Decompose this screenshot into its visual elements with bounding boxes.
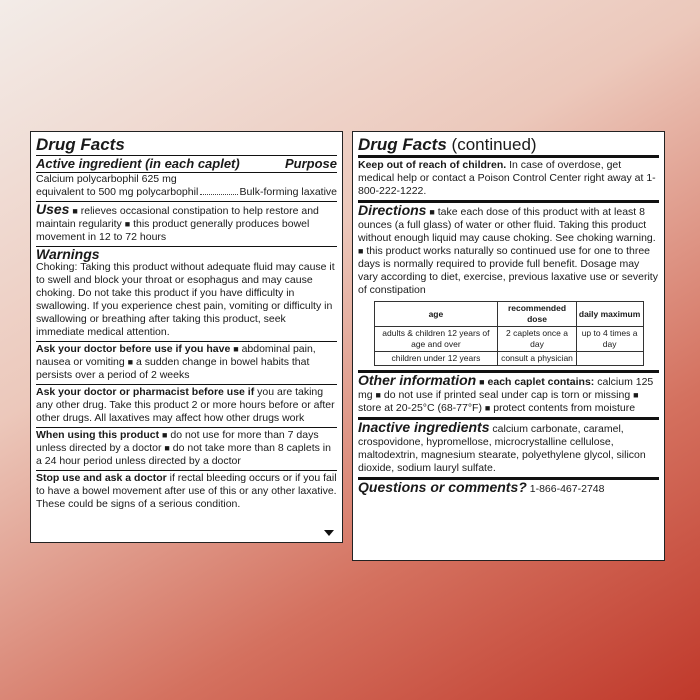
stop-use-text: if rectal bleeding occurs or if you fail to have a bowel movement after use of this or any other laxative. These could be signs of a serious condition.	[36, 472, 337, 510]
panel-title: Drug Facts	[36, 134, 337, 156]
inactive-heading: Inactive ingredients	[358, 419, 490, 435]
directions-section	[358, 203, 659, 373]
bullet-icon: ■	[124, 219, 131, 229]
bullet-icon: ■	[358, 246, 364, 256]
purpose-value: Bulk-forming laxative	[239, 186, 337, 198]
uses-text: relieves occasional constipation to help restore and maintain regularity	[36, 205, 319, 230]
table-cell: children under 12 years	[374, 352, 498, 366]
warnings-heading: Warnings	[36, 246, 100, 262]
continued-arrow-icon	[324, 530, 334, 536]
dot-leader	[200, 194, 237, 195]
ingredient-purpose-row	[36, 186, 337, 199]
table-cell	[576, 352, 643, 366]
other-info-text-3: store at 20-25°C (68-77°F)	[358, 402, 482, 414]
inactive-ingredients-section	[358, 420, 659, 480]
bullet-icon: ■	[484, 403, 491, 413]
ask-doctor-label: Ask your doctor before use if you have	[36, 343, 231, 355]
keep-out-text: In case of overdose, get medical help or contact a Poison Control Center right away at 1-800-222-1222.	[358, 159, 656, 197]
uses-section	[36, 202, 337, 247]
questions-section	[358, 480, 659, 498]
drug-facts-continued-panel	[352, 131, 665, 561]
table-cell: adults & children 12 years of age and over	[374, 327, 498, 352]
bullet-icon: ■	[479, 377, 485, 387]
directions-heading: Directions	[358, 202, 427, 218]
active-ingredient-header	[36, 156, 337, 172]
ask-doctor-section	[36, 342, 337, 385]
directions-text: take each dose of this product with at least 8 ounces (a full glass) of water or other fluid. Taking this product without enough liquid may cause choking. See choking warning.	[358, 206, 656, 244]
choking-label: Choking:	[36, 261, 78, 273]
directions-paragraph-2	[358, 245, 659, 297]
warnings-section	[36, 247, 337, 342]
other-info-text-2: do not use if printed seal under cap is torn or missing	[383, 389, 631, 401]
ask-doctor-text-2: a sudden change in bowel habits that persists over a period of 2 weeks	[36, 356, 310, 381]
ask-pharmacist-section	[36, 385, 337, 428]
bullet-icon: ■	[127, 357, 134, 367]
bullet-icon: ■	[162, 430, 168, 440]
other-information-section	[358, 373, 659, 420]
bullet-icon: ■	[72, 206, 78, 216]
table-cell: consult a physician	[498, 352, 576, 366]
table-cell: up to 4 times a day	[576, 327, 643, 352]
other-info-heading: Other information	[358, 372, 477, 388]
questions-phone: 1-866-467-2748	[529, 483, 605, 495]
other-info-text-4: protect contents from moisture	[493, 402, 636, 414]
ingredient-line: Calcium polycarbophil 625 mg	[36, 173, 177, 185]
bullet-icon: ■	[164, 443, 170, 453]
when-using-section	[36, 428, 337, 471]
dosage-table	[374, 301, 644, 366]
panel-title-text: Drug Facts	[358, 135, 447, 154]
when-using-text-2: do not take more than 8 caplets in a 24 hour period unless directed by a doctor	[36, 442, 331, 467]
table-row	[374, 327, 643, 352]
stop-use-section	[36, 471, 337, 513]
other-info-text: calcium 125 mg	[358, 376, 654, 401]
table-header-max: daily maximum	[576, 302, 643, 327]
purpose-heading: Purpose	[284, 156, 337, 171]
table-header-row	[374, 302, 643, 327]
active-ingredient-heading: Active ingredient (in each caplet)	[36, 156, 240, 171]
bullet-icon: ■	[375, 390, 381, 400]
table-row	[374, 352, 643, 366]
when-using-text: do not use for more than 7 days unless directed by a doctor	[36, 429, 319, 454]
panel-title	[358, 134, 659, 158]
when-using-label: When using this product	[36, 429, 160, 441]
other-info-label: each caplet contains:	[487, 376, 595, 388]
ask-pharmacist-text: you are taking any other drug. Take this product 2 or more hours before or after other drugs. All laxatives may affect how other drugs work	[36, 386, 335, 424]
stop-use-label: Stop use and ask a doctor	[36, 472, 167, 484]
uses-text-2: this product generally produces bowel movement in 12 to 72 hours	[36, 218, 310, 243]
bullet-icon: ■	[633, 390, 639, 400]
drug-facts-panel	[30, 131, 343, 543]
keep-out-section	[358, 158, 659, 203]
choking-text: Taking this product without adequate fluid may cause it to swell and block your throat or esophagus and may cause choking. Do not take this product if you have difficulty in swallowing. If you experience chest pain, vomiting or difficulty in swallowing or breathing after taking this product, seek immediate medical attention.	[36, 261, 335, 338]
keep-out-label: Keep out of reach of children.	[358, 159, 507, 171]
uses-heading: Uses	[36, 201, 70, 217]
table-header-age: age	[374, 302, 498, 327]
inactive-text: calcium carbonate, caramel, crospovidone, hypromellose, microcrystalline cellulose, maltodextrin, magnesium stearate, polyethylene glycol, silicon dioxide, sodium lauryl sulfate.	[358, 423, 646, 474]
bullet-icon: ■	[429, 207, 435, 217]
bullet-icon: ■	[233, 344, 239, 354]
ask-pharmacist-label: Ask your doctor or pharmacist before use if	[36, 386, 255, 398]
panel-title-continued: (continued)	[451, 135, 537, 154]
table-header-dose: recommended dose	[498, 302, 576, 327]
active-ingredient-section	[36, 172, 337, 202]
ask-doctor-text: abdominal pain, nausea or vomiting	[36, 343, 316, 368]
table-cell: 2 caplets once a day	[498, 327, 576, 352]
ingredient-equivalent: equivalent to 500 mg polycarbophil	[36, 186, 199, 198]
directions-text-2: this product works naturally so continued use for one to three days is normally required to provide full benefit. Dosage may vary according to diet, exercise, previous laxative use or severity of constipation	[358, 245, 658, 296]
questions-heading: Questions or comments?	[358, 479, 527, 495]
